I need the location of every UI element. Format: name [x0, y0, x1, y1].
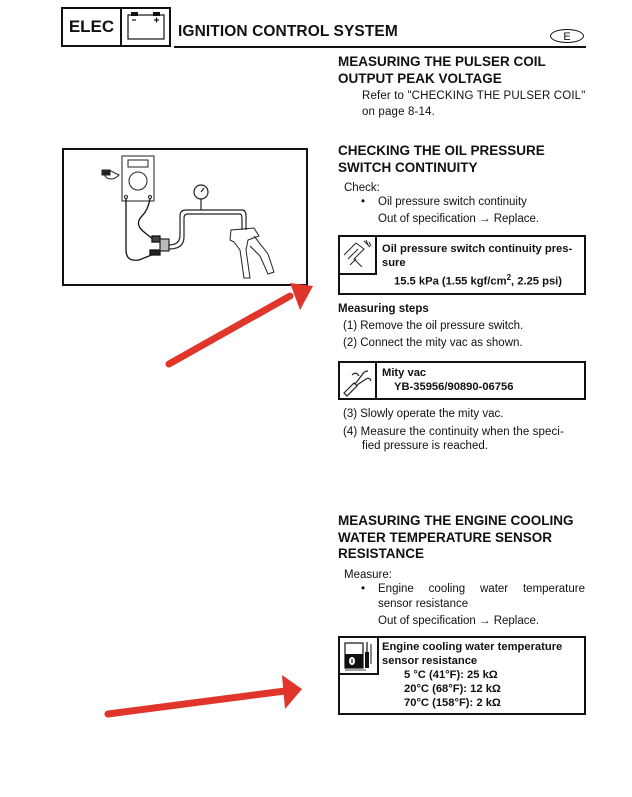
- spec-value-main: 15.5 kPa (1.55 kgf/cm: [394, 275, 507, 288]
- measuring-steps-title: Measuring steps: [338, 303, 429, 315]
- section-code: ELEC: [68, 17, 115, 36]
- heading-line: WATER TEMPERATURE SENSOR: [338, 529, 553, 545]
- annotation-arrow-water-temp: [108, 675, 302, 714]
- spec-value: 70°C (158°F): 2 kΩ: [404, 697, 501, 709]
- spec-value-superscript: 2: [506, 273, 512, 282]
- spec-title-line: Engine cooling water temperature: [382, 641, 563, 653]
- reference-line: on page 8-14.: [362, 106, 435, 118]
- spec-title-line: sure: [382, 257, 406, 269]
- spec-title-line: Oil pressure switch continuity pres-: [382, 243, 573, 255]
- step-2: (2) Connect the mity vac as shown.: [343, 337, 523, 349]
- tool-part-number: YB-35956/90890-06756: [394, 381, 514, 393]
- step-4: (4) Measure the continuity when the speci-: [343, 426, 564, 438]
- heading-line: RESISTANCE: [338, 546, 425, 561]
- step-3: (3) Slowly operate the mity vac.: [343, 408, 504, 420]
- heading-line: MEASURING THE ENGINE COOLING: [338, 513, 574, 528]
- heading-line: MEASURING THE PULSER COIL: [338, 54, 546, 69]
- bullet-dot: •: [361, 583, 366, 595]
- step-4-continued: fied pressure is reached.: [362, 440, 488, 452]
- language-badge: E: [550, 29, 584, 43]
- out-of-spec-note: Out of specification → Replace.: [378, 213, 540, 225]
- spec-value: 20°C (68°F): 12 kΩ: [404, 683, 501, 695]
- spec-value: 5 °C (41°F): 25 kΩ: [404, 669, 498, 681]
- measure-label: Measure:: [344, 569, 392, 581]
- out-of-spec-note: Out of specification → Replace.: [378, 615, 540, 627]
- step-1: (1) Remove the oil pressure switch.: [343, 320, 524, 332]
- spec-value-suffix: , 2.25 psi): [511, 275, 563, 288]
- heading-line: OUTPUT PEAK VOLTAGE: [338, 70, 502, 86]
- measure-item-continued: sensor resistance: [378, 598, 469, 610]
- measure-item: Engine cooling water temperature: [378, 583, 585, 595]
- spec-title-line: sensor resistance: [382, 655, 478, 667]
- heading-line: CHECKING THE OIL PRESSURE: [338, 143, 545, 158]
- check-item: Oil pressure switch continuity: [378, 196, 527, 208]
- check-label: Check:: [344, 182, 380, 194]
- tool-name: Mity vac: [382, 367, 427, 379]
- heading-line: SWITCH CONTINUITY: [338, 159, 478, 175]
- page-title: IGNITION CONTROL SYSTEM: [178, 23, 398, 40]
- reference-line: Refer to "CHECKING THE PULSER COIL": [362, 90, 586, 102]
- annotation-arrow-oil-switch: [169, 283, 313, 364]
- bullet-dot: •: [361, 196, 366, 208]
